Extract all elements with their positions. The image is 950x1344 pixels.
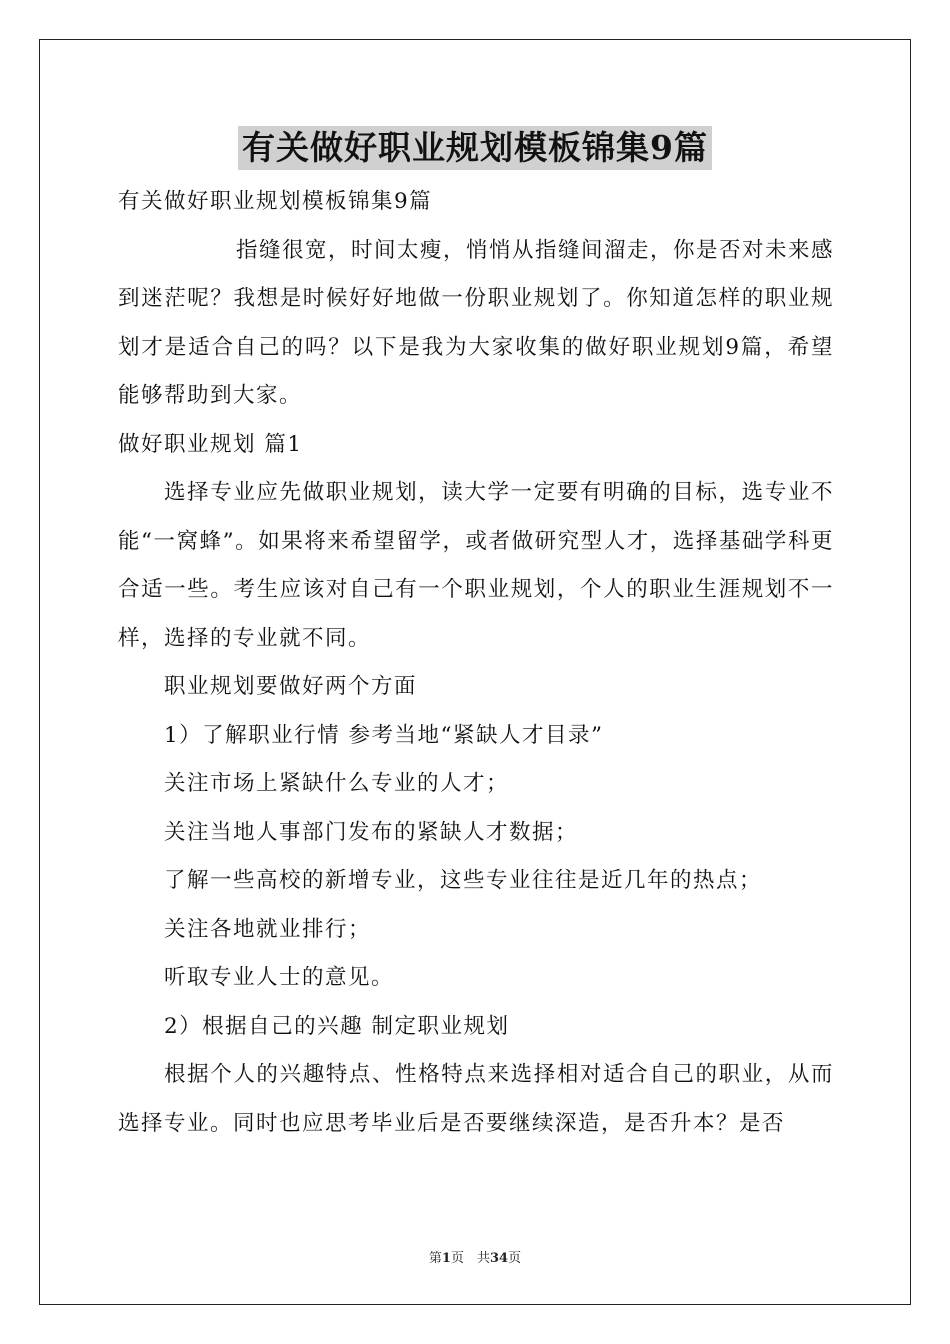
section-heading: 做好职业规划 篇1 bbox=[118, 431, 303, 457]
list-item: 关注各地就业排行； bbox=[164, 916, 372, 942]
page-current: 1 bbox=[441, 1251, 451, 1266]
title-container bbox=[0, 126, 950, 170]
list-item: 了解一些高校的新增专业，这些专业往往是近几年的热点； bbox=[164, 868, 763, 893]
paragraph-3: 1）了解职业行情 参考当地“紧缺人才目录” bbox=[164, 722, 604, 748]
paragraph-1: 选择专业应先做职业规划，读大学一定要有明确的目标，选专业不能“一窝蜂”。如果将来希望留学，或者做研究型人才，选择基础学科更合适一些。考生应该对自己有一个职业规划，个人的职业生涯规划不一样，选择的专业就不同。 bbox=[118, 480, 834, 651]
document-title: 有关做好职业规划模板锦集9篇 bbox=[238, 126, 712, 170]
document-body bbox=[118, 178, 834, 1148]
list-item: 关注市场上紧缺什么专业的人才； bbox=[164, 771, 510, 796]
page-mid: 页 共 bbox=[450, 1251, 490, 1266]
list-item: 关注当地人事部门发布的紧缺人才数据； bbox=[164, 819, 579, 845]
intro-paragraph: 指缝很宽，时间太瘦，悄悄从指缝间溜走，你是否对未来感到迷茫呢？我想是时候好好地做一份职业规划了。你知道怎样的职业规划才是适合自己的吗？以下是我为大家收集的做好职业规划9篇，希望能够帮助到大家。 bbox=[118, 237, 835, 408]
document-subtitle: 有关做好职业规划模板锦集9篇 bbox=[118, 189, 433, 214]
page-total: 34 bbox=[489, 1251, 509, 1266]
paragraph-2: 职业规划要做好两个方面 bbox=[164, 674, 418, 699]
page-suffix: 页 bbox=[508, 1251, 522, 1266]
paragraph-5: 根据个人的兴趣特点、性格特点来选择相对适合自己的职业，从而选择专业。同时也应思考毕业后是否要继续深造，是否升本？是否 bbox=[118, 1062, 834, 1136]
list-item: 听取专业人士的意见。 bbox=[164, 965, 395, 990]
paragraph-4: 2）根据自己的兴趣 制定职业规划 bbox=[164, 1013, 510, 1039]
page-prefix: 第 bbox=[428, 1251, 442, 1266]
page-footer bbox=[0, 1247, 950, 1266]
